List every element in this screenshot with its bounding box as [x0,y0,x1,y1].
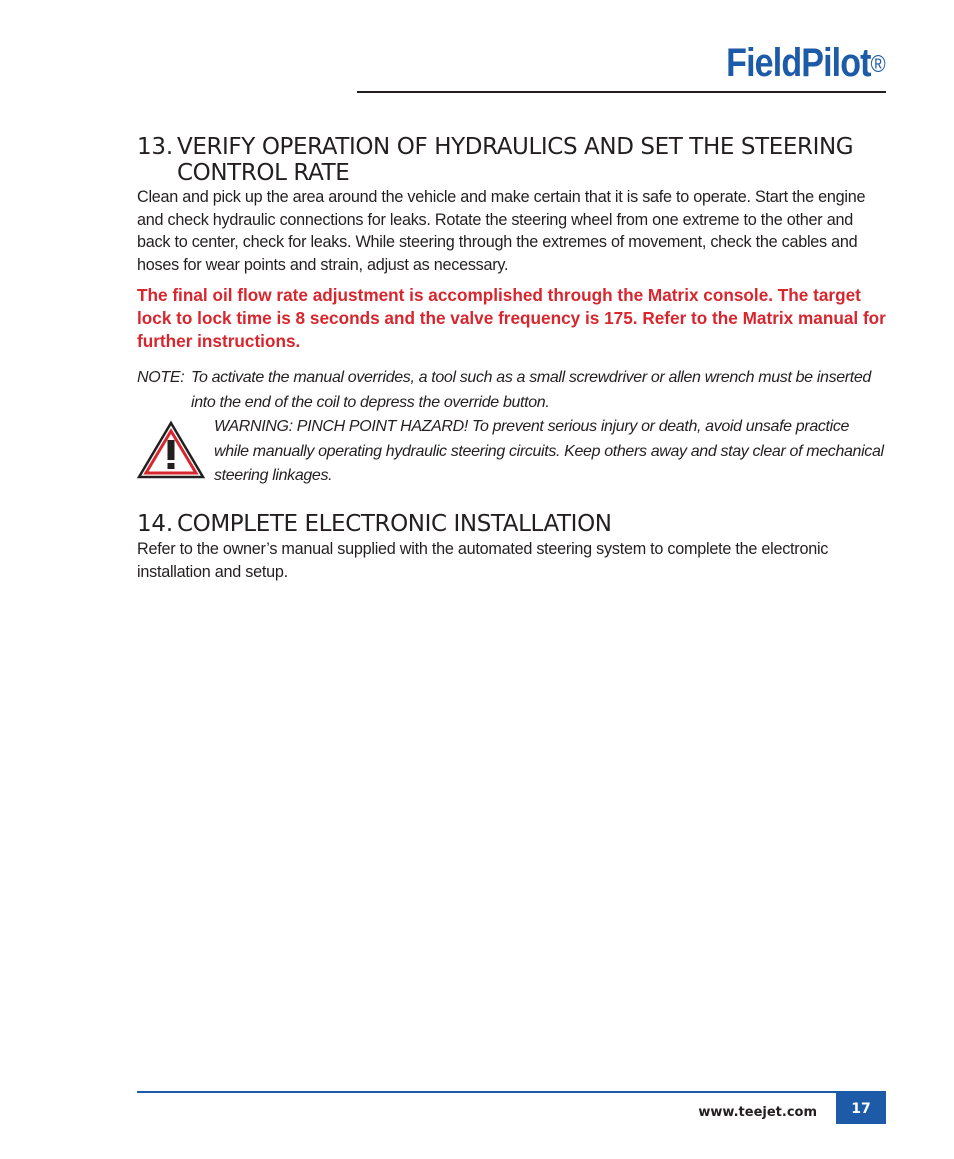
footer-divider [137,1091,886,1093]
registered-mark: ® [870,51,886,78]
section-13-paragraph: Clean and pick up the area around the vehicle and make certain that it is safe to operate. Start the engine and check hydraulic connections for leaks. Rotate the steering wheel from one extreme to the other and back to center, check for leaks. While steering through the extremes of movement, check the cables and hoses for wear points and strain, adjust as necessary. [137,188,866,274]
brand-name: FieldPilot [726,41,871,85]
warning-text: WARNING: PINCH POINT HAZARD! To prevent serious injury or death, avoid unsafe practice while manually operating hydraulic steering circuits. Keep others away and stay clear of mechanical steering linkages. [214,418,884,484]
section-13-heading: VERIFY OPERATION OF HYDRAULICS AND SET THE STEERING CONTROL RATE [177,134,854,186]
note-label: NOTE: [137,369,185,386]
section-13-number: 13. [137,134,173,160]
brand-logo [726,40,886,86]
page-number: 17 [836,1093,886,1124]
footer-website: www.teejet.com [698,1105,817,1120]
section-14-heading: COMPLETE ELECTRONIC INSTALLATION [177,511,612,537]
header-divider [357,91,886,93]
warning-triangle-icon [136,420,206,480]
note-text: To activate the manual overrides, a tool such as a small screwdriver or allen wrench must be inserted into the end of the coil to depress the override button. [191,369,871,411]
section-14-number: 14. [137,511,173,537]
section-14-paragraph: Refer to the owner’s manual supplied with the automated steering system to complete the electronic installation and setup. [137,540,829,581]
flow-rate-important-text: The final oil flow rate adjustment is accomplished through the Matrix console. The target lock to lock time is 8 seconds and the valve frequency is 175. Refer to the Matrix manual for further instructions. [137,285,886,351]
